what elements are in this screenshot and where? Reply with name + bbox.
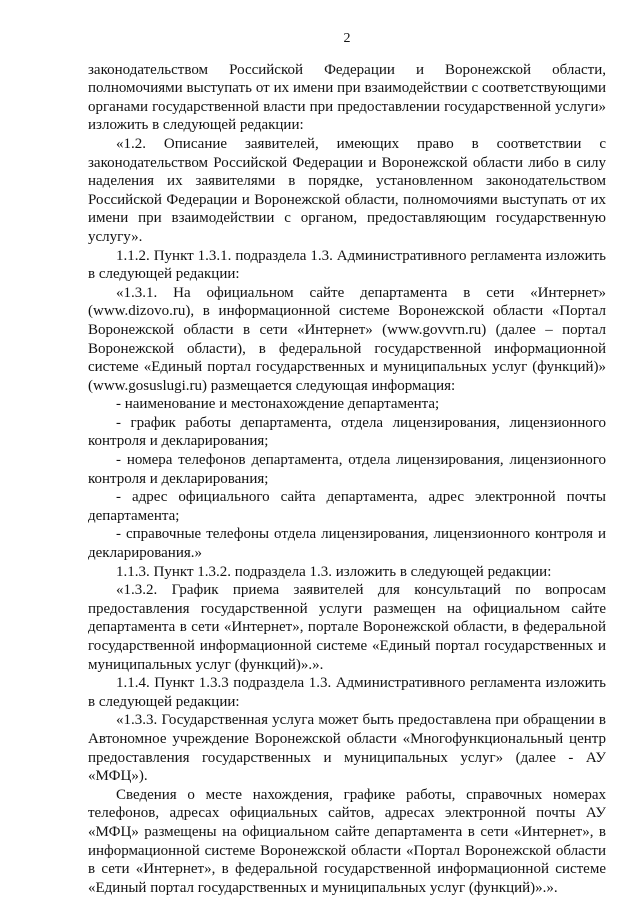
paragraph: Сведения о месте нахождения, графике работы, справочных номерах телефонов, адресах официальных сайтов, адресах электронной почты АУ «МФЦ» размещены на официальном сайте департамента в сети «Интернет», в информационной системе Воронежской области «Портал Воронежской области в сети «Интернет», в федеральной государственной информационной системе «Единый портал государственных и муниципальных услуг (функций)».». [88,786,606,896]
paragraph: «1.2. Описание заявителей, имеющих право в соответствии с законодательством Российской Федерации и Воронежской области либо в силу наделения их заявителями в порядке, установленном законодательством Российской Федерации и Воронежской области, полномочиями выступать от их имени при взаимодействии с органом, предоставляющим государственную услугу». [88,135,606,245]
list-item: - адрес официального сайта департамента, адрес электронной почты департамента; [88,489,606,524]
paragraph: «1.3.1. На официальном сайте департамента в сети «Интернет» (www.dizovo.ru), в информационной системе Воронежской области «Портал Воронежской области в сети «Интернет» (www.govvrn.ru) (далее – портал Воронежской области), в федеральной государственной информационной системе «Единый портал государственных и муниципальных услуг (функций)» (www.gosuslugi.ru) размещается следующая информация: [88,284,606,394]
paragraph: законодательством Российской Федерации и Воронежской области, полномочиями выступать от их имени при взаимодействии с соответствующими органами государственной власти при предоставлении государственной услуги» изложить в следующей редакции: [88,61,606,134]
list-item: - справочные телефоны отдела лицензирования, лицензионного контроля и декларирования.» [88,526,606,562]
paragraph: 1.1.3. Пункт 1.3.2. подраздела 1.3. изложить в следующей редакции: [116,563,552,580]
paragraph: «1.3.3. Государственная услуга может быть предоставлена при обращении в Автономное учреждение Воронежской области «Многофункциональный центр предоставления государственных и муниципальных услуг» (далее - АУ «МФЦ»). [88,712,606,785]
page-number: 2 [343,31,351,46]
list-item: - номера телефонов департамента, отдела лицензирования, лицензионного контроля и декларирования; [88,452,606,487]
paragraph: 1.1.4. Пункт 1.3.3 подраздела 1.3. Административного регламента изложить в следующей редакции: [88,675,606,710]
paragraph: «1.3.2. График приема заявителей для консультаций по вопросам предоставления государственной услуги размещен на официальном сайте департамента в сети «Интернет», портале Воронежской области, в федеральной государственной информационной системе «Единый портал государственных и муниципальных услуг (функций)».». [88,582,606,673]
paragraph: 1.1.2. Пункт 1.3.1. подраздела 1.3. Административного регламента изложить в следующей редакции: [88,247,606,283]
list-item: - график работы департамента, отдела лицензирования, лицензионного контроля и декларирования; [88,414,606,450]
document-body [88,61,606,898]
list-item: - наименование и местонахождение департамента; [116,396,440,413]
